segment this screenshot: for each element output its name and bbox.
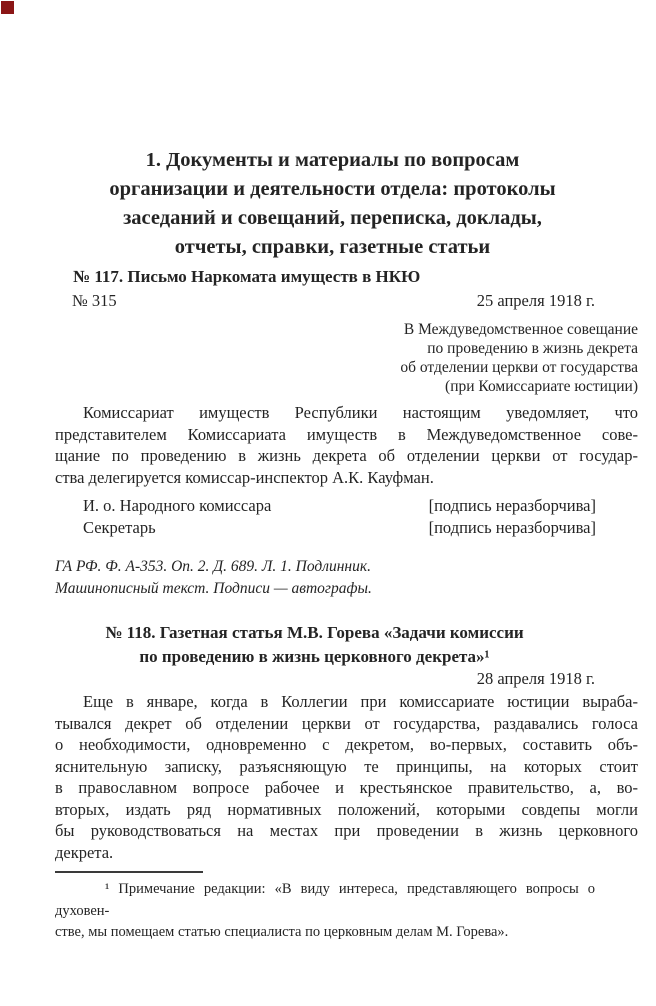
text-line: по проведению в жизнь церковного декрета»¹ (139, 646, 490, 666)
section-heading (55, 146, 638, 262)
signature-note: [подпись неразборчива] (428, 496, 596, 515)
text-line: (при Комиссариате юстиции) (445, 378, 638, 395)
text-line: бы руководствоваться на местах при проведении в жизнь церковного (55, 821, 638, 840)
doc117-signatures (55, 495, 638, 539)
text-line: стве, мы помещаем статью специалиста по церковным делам М. Горева». (55, 924, 509, 940)
text-line: организации и деятельности отдела: протоколы (109, 178, 556, 200)
doc117-number: № 315 (72, 291, 117, 310)
corner-marker (1, 1, 14, 14)
doc118-body (55, 691, 638, 863)
signature-note: [подпись неразборчива] (428, 518, 596, 537)
text-line: декрета. (55, 842, 114, 862)
doc117-title: № 117. Письмо Наркомата имуществ в НКЮ (73, 267, 421, 286)
text-line: заседаний и совещаний, переписка, доклады, (123, 207, 542, 229)
text-line: ГА РФ. Ф. А-353. Оп. 2. Д. 689. Л. 1. Подлинник. (55, 558, 372, 575)
doc118-title (55, 621, 638, 668)
text-line: по проведению в жизнь декрета (427, 340, 638, 357)
doc117-body (55, 402, 638, 488)
doc117-addressee (55, 320, 638, 396)
text-line: в православном вопросе рабочее и крестьянское правительство, а, во- (55, 778, 638, 797)
text-line: об отделении церкви от государства (400, 359, 638, 376)
signature-row (55, 495, 638, 517)
text-line: 1. Документы и материалы по вопросам (145, 149, 520, 171)
text-line: № 118. Газетная статья М.В. Горева «Задачи комиссии (105, 623, 524, 642)
doc117-archive-reference (55, 556, 638, 599)
text-line: Комиссариат имуществ Республики настоящим уведомляет, что (83, 403, 638, 422)
text-line: Машинописный текст. Подписи — автографы. (55, 579, 372, 597)
text-line: отчеты, справки, газетные статьи (174, 236, 491, 258)
text-line: тывался декрет об отделении церкви от государства, раздавались голоса (55, 713, 638, 733)
doc117-date: 25 апреля 1918 г. (476, 291, 595, 310)
text-line: вторых, издать ряд нормативных положений, которыми совдепы могли (55, 799, 638, 819)
signature-row (55, 517, 638, 539)
doc118-date: 28 апреля 1918 г. (476, 669, 595, 688)
text-line: ¹ Примечание редакции: «В виду интереса, представляющего вопросы о духовен- (55, 881, 595, 919)
footnote-rule (55, 871, 203, 873)
text-line: В Междуведомственное совещание (403, 321, 638, 338)
text-line: ства делегируется комиссар-инспектор А.К. Кауфман. (55, 467, 434, 487)
text-line: представителем Комиссариата имуществ в Междуведомственное сове- (55, 424, 638, 444)
footnote-text (55, 879, 595, 944)
text-line: Еще в январе, когда в Коллегии при комиссариате юстиции выраба- (83, 692, 638, 711)
text-line: яснительную записку, разъясняющую те принципы, на которых стоит (55, 756, 638, 776)
signature-role: Секретарь (83, 518, 156, 537)
text-line: щание по проведению в жизнь декрета об отделении церкви от государ- (55, 446, 638, 465)
signature-role: И. о. Народного комиссара (83, 496, 272, 515)
doc117-number-date-row (55, 290, 638, 312)
text-line: о необходимости, одновременно с декретом, во-первых, составить объ- (55, 735, 638, 754)
